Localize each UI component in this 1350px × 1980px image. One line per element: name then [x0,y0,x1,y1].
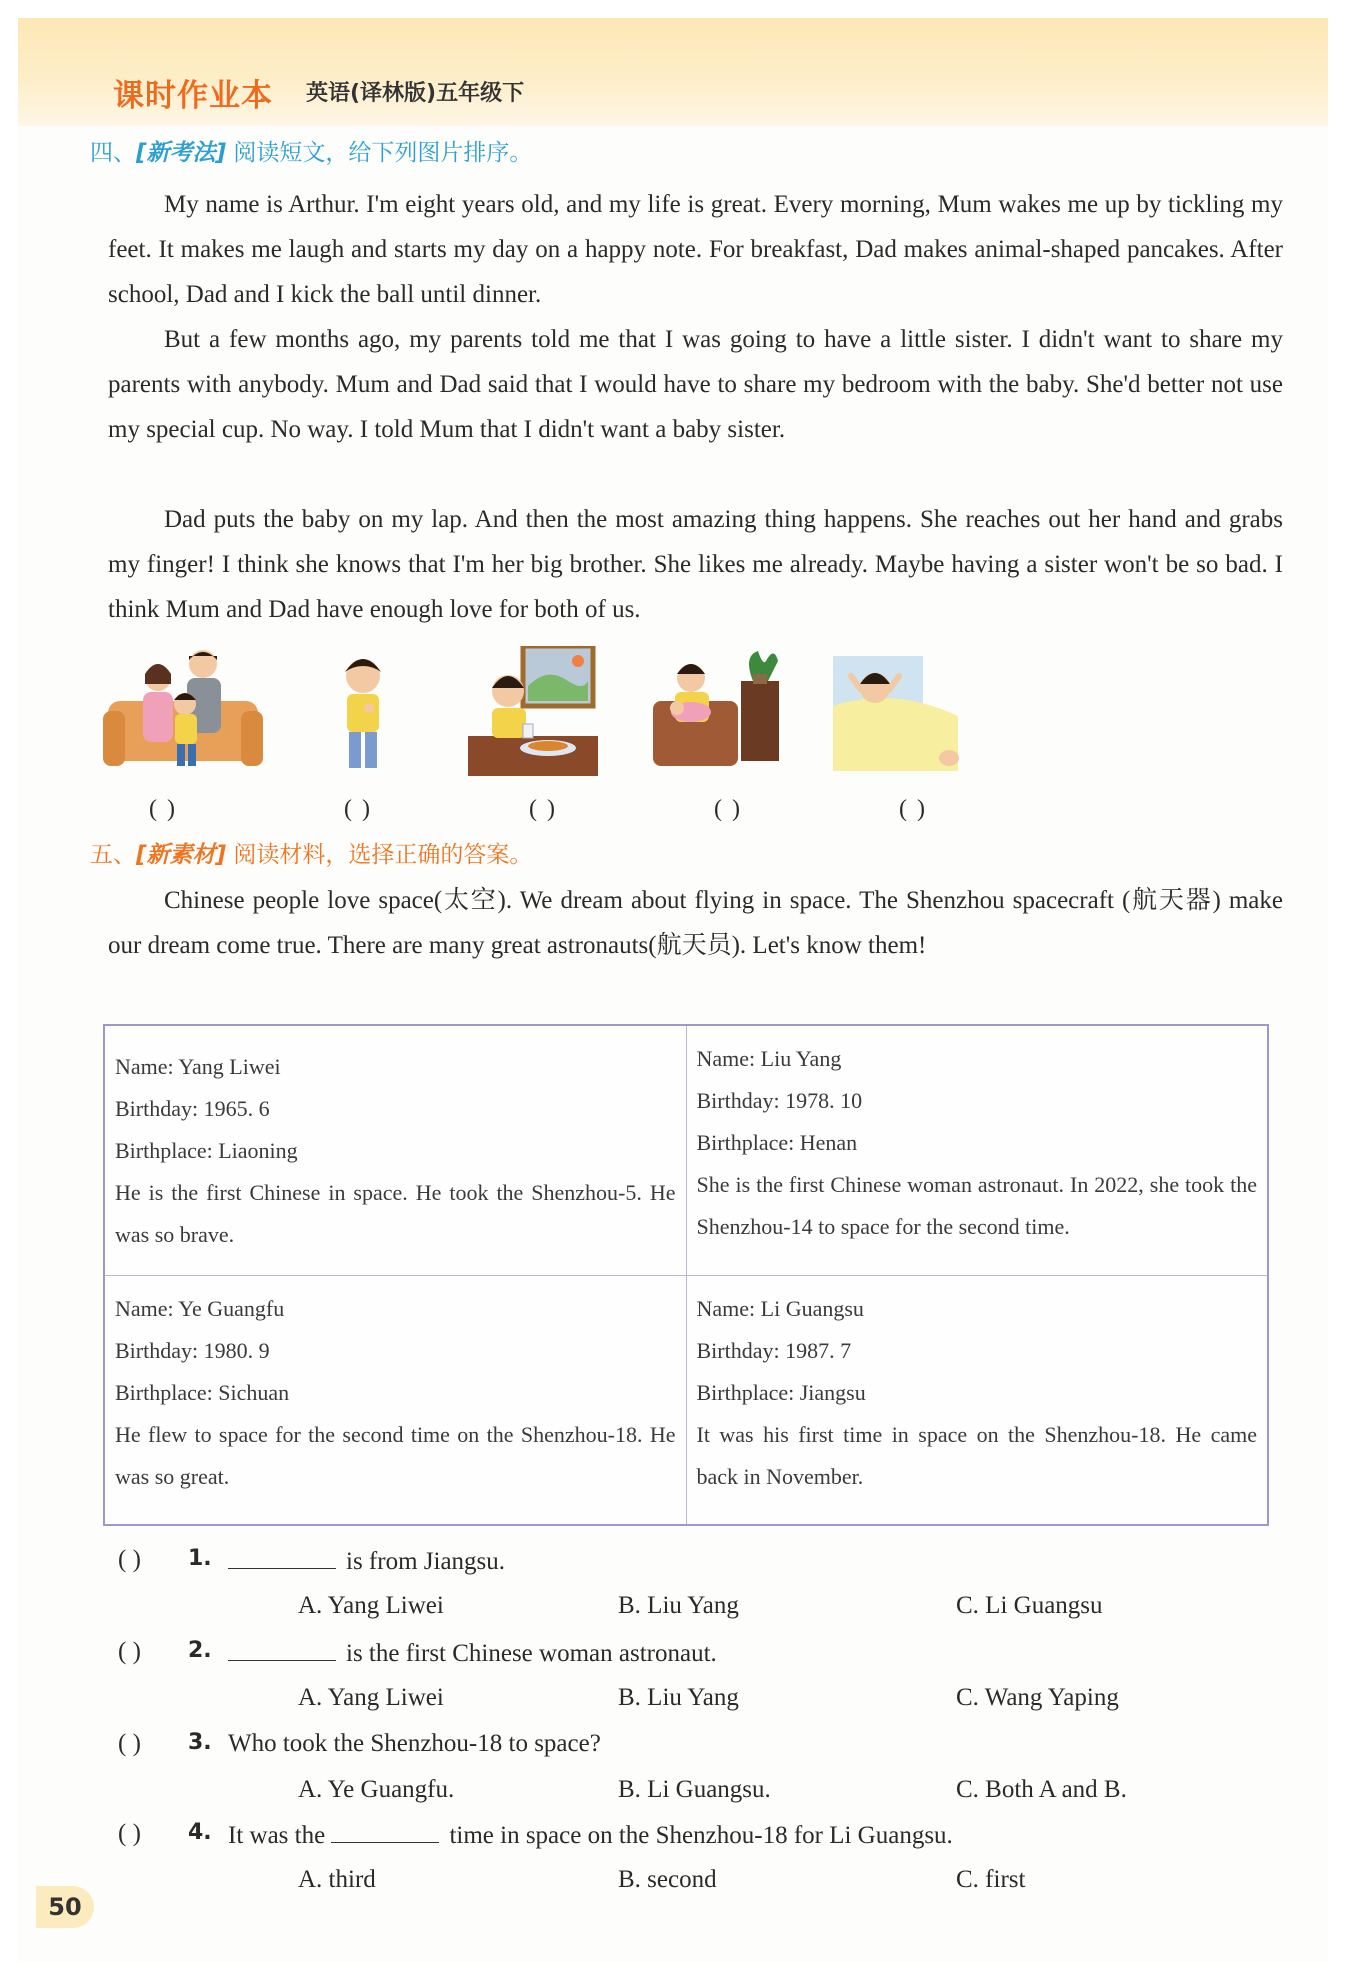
astronaut-card-liu-yang: Name: Liu Yang Birthday: 1978. 10 Birthplace: Henan She is the first Chinese woman astronaut. In 2022, she took the Shenzhou-14 to space for the second time. [686,1025,1268,1275]
q3-option-c[interactable]: C. Both A and B. [956,1776,1127,1803]
boy-eating-pancake-icon [468,646,598,776]
question-1-number: 1. [188,1546,212,1571]
question-4-answer-box[interactable]: ( ) [118,1820,141,1847]
section-5-number: 五、 [90,842,136,868]
astronaut-card-yang-liwei: Name: Yang Liwei Birthday: 1965. 6 Birthplace: Liaoning He is the first Chinese in space. He took the Shenzhou-5. He was so brave. [104,1025,686,1275]
question-1-stem: is from Jiangsu. [228,1546,505,1576]
q2-option-b[interactable]: B. Liu Yang [618,1684,739,1711]
question-4-stem: It was the time in space on the Shenzhou-18 for Li Guangsu. [228,1822,953,1849]
astronaut-info-table [103,1024,1269,1526]
story-paragraph-2: But a few months ago, my parents told me that I was going to have a little sister. I didn't want to share my parents with anybody. Mum and Dad said that I would have to share my bedroom with the baby. She'd better not use my special cup. No way. I told Mum that I didn't want a baby sister. [108,326,1283,443]
section-4-tag: [新考法] [136,140,227,166]
page-number: 50 [36,1886,94,1928]
q4-option-a[interactable]: A. third [298,1866,376,1893]
astronaut-card-ye-guangfu: Name: Ye Guangfu Birthday: 1980. 9 Birthplace: Sichuan He flew to space for the second time on the Shenzhou-18. He was so great. [104,1275,686,1525]
question-2-answer-box[interactable]: ( ) [118,1638,141,1665]
q1-option-b[interactable]: B. Liu Yang [618,1592,739,1619]
section-5-instruction: 阅读材料，选择正确的答案。 [233,842,533,868]
question-3-answer-box[interactable]: ( ) [118,1730,141,1757]
q1-option-c[interactable]: C. Li Guangsu [956,1592,1103,1619]
question-3-number: 3. [188,1730,212,1755]
q2-option-c[interactable]: C. Wang Yaping [956,1684,1119,1711]
section-5-title [90,836,532,869]
q4-option-c[interactable]: C. first [956,1866,1026,1893]
section-4-number: 四、 [90,140,136,166]
question-3-stem: Who took the Shenzhou-18 to space? [228,1730,601,1757]
workbook-page [18,18,1328,1962]
q3-option-a[interactable]: A. Ye Guangfu. [298,1776,455,1803]
question-4-number: 4. [188,1820,212,1845]
picture-5-answer[interactable]: ( ) [899,796,927,822]
brand-title: 课时作业本 [113,78,273,114]
space-intro: Chinese people love space(太空). We dream about flying in space. The Shenzhou spacecraft (航天器) make our dream come true. There are many great astronauts(航天员). Let's know them! [108,887,1283,959]
story-paragraph-1: My name is Arthur. I'm eight years old, and my life is great. Every morning, Mum wakes me up by tickling my feet. It makes me laugh and starts my day on a happy note. For breakfast, Dad makes animal-shaped pancakes. After school, Dad and I kick the ball until dinner. [108,191,1283,308]
section-4-title [90,134,532,167]
boy-standing-icon [323,646,403,776]
picture-2-answer[interactable]: ( ) [344,796,372,822]
picture-3-answer[interactable]: ( ) [529,796,557,822]
q4-option-b[interactable]: B. second [618,1866,717,1893]
boy-holding-baby-icon [653,646,783,776]
picture-1-answer[interactable]: ( ) [149,796,177,822]
q2-option-a[interactable]: A. Yang Liwei [298,1684,444,1711]
question-1-blank[interactable] [228,1546,336,1569]
q1-option-a[interactable]: A. Yang Liwei [298,1592,444,1619]
question-1-answer-box[interactable]: ( ) [118,1546,141,1573]
question-2-number: 2. [188,1638,212,1663]
q3-option-b[interactable]: B. Li Guangsu. [618,1776,771,1803]
page-header [18,18,1328,126]
story-paragraph-3: Dad puts the baby on my lap. And then the most amazing thing happens. She reaches out her hand and grabs my finger! I think she knows that I'm her big brother. She likes me already. Maybe having a sister won't be so bad. I think Mum and Dad have enough love for both of us. [108,506,1283,623]
section-4-instruction: 阅读短文，给下列图片排序。 [233,140,533,166]
question-2-stem: is the first Chinese woman astronaut. [228,1638,717,1668]
picture-row [103,646,1283,822]
question-2-blank[interactable] [228,1638,336,1661]
section-5-tag: [新素材] [136,842,227,868]
boy-waking-in-bed-icon [833,646,963,776]
book-subtitle: 英语(译林版)五年级下 [306,81,525,106]
question-4-blank[interactable] [331,1820,439,1843]
astronaut-card-li-guangsu: Name: Li Guangsu Birthday: 1987. 7 Birthplace: Jiangsu It was his first time in space on the Shenzhou-18. He came back in November. [686,1275,1268,1525]
picture-4-answer[interactable]: ( ) [714,796,742,822]
family-on-sofa-icon [103,646,263,776]
